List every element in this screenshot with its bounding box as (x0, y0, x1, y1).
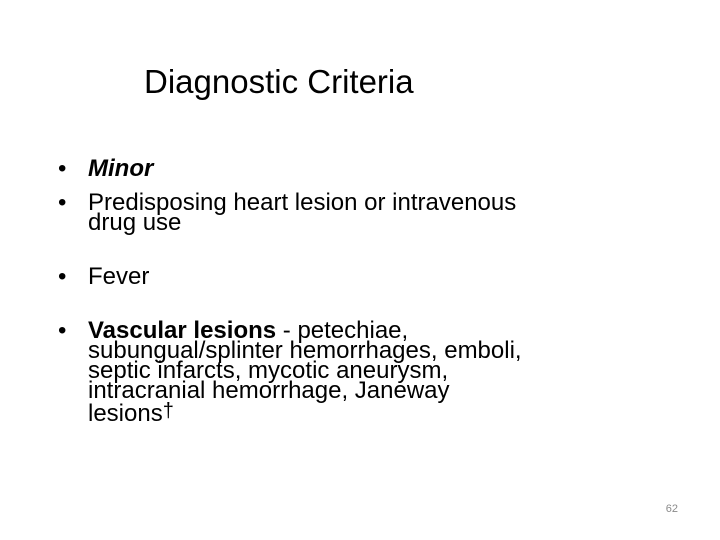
line-rest: - petechiae, (276, 317, 409, 344)
bullet-line: intracranial hemorrhage, Janeway (88, 377, 450, 404)
slide-title: Diagnostic Criteria (144, 63, 414, 100)
bullet-text (88, 189, 648, 236)
bullet-line (88, 400, 648, 427)
dagger-mark: † (162, 400, 174, 422)
bullet-text: Minor (88, 155, 154, 182)
page-number: 62 (665, 503, 678, 515)
bullet-mark: • (58, 189, 67, 216)
bullet-mark: • (58, 263, 67, 290)
bullet-text (88, 317, 648, 427)
bullet-line: subungual/splinter hemorrhages, emboli, (88, 337, 522, 364)
bullet-line: drug use (88, 209, 182, 236)
bullet-mark: • (58, 317, 67, 344)
bullet-mark: • (58, 155, 67, 182)
bullet-line: Predisposing heart lesion or intravenous (88, 189, 517, 216)
bullet-line: septic infarcts, mycotic aneurysm, (88, 357, 449, 384)
last-line-text: lesions (88, 400, 163, 427)
bold-lead: Vascular lesions (88, 317, 277, 344)
bullet-text: Fever (88, 263, 150, 290)
